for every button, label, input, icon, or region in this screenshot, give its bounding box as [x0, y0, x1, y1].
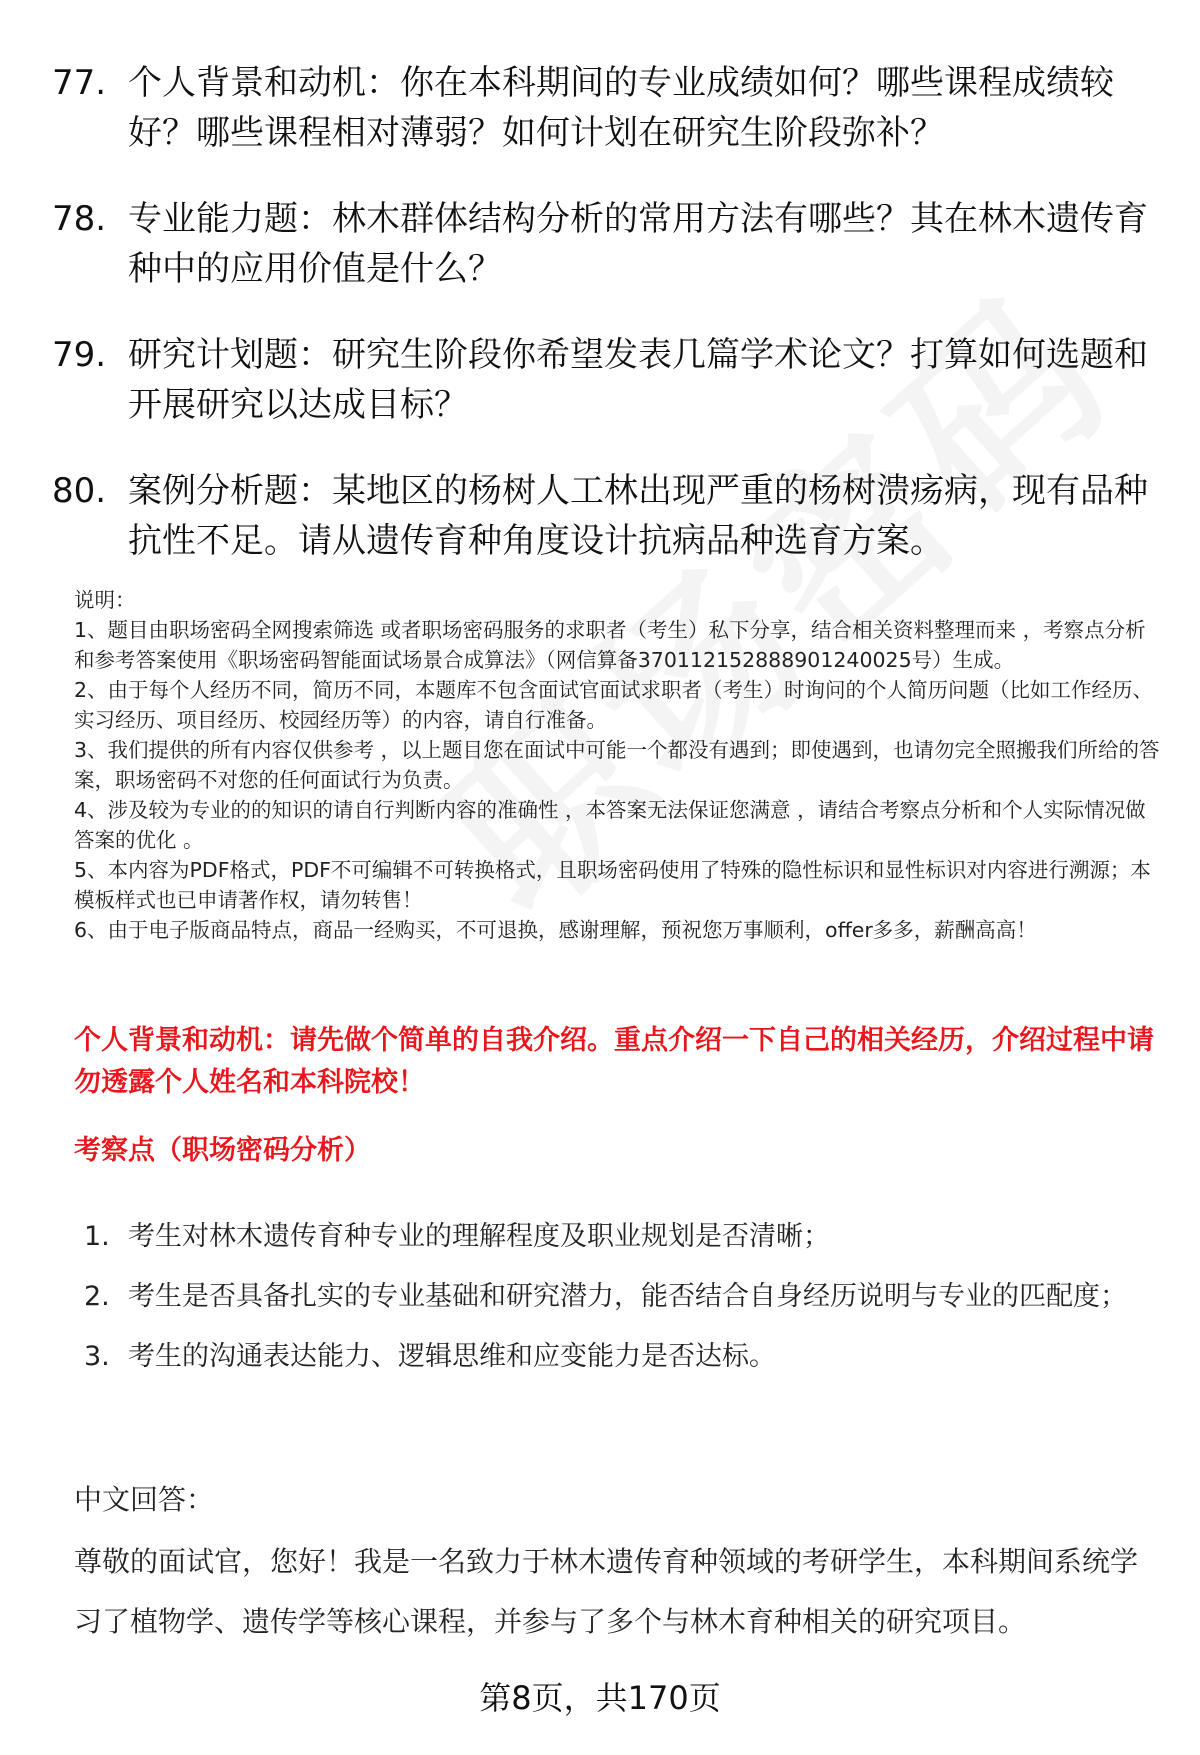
point-number: 1.: [84, 1221, 110, 1252]
assessment-point: [84, 1267, 1154, 1327]
note-item: 2、由于每个人经历不同，简历不同，本题库不包含面试官面试求职者（考生）时询问的个人简历问题（比如工作经历、实习经历、项目经历、校园经历等）的内容，请自行准备。: [74, 678, 1154, 732]
question-number: 80.: [52, 471, 107, 511]
note-item: 6、由于电子版商品特点，商品一经购买，不可退换，感谢理解，预祝您万事顺利，offer多多，薪酬高高！: [74, 918, 1037, 942]
answer-text: 尊敬的面试官，您好！我是一名致力于林木遗传育种领域的考研学生，本科期间系统学习了植物学、遗传学等核心课程，并参与了多个与林木育种相关的研究项目。: [74, 1545, 1139, 1638]
question-list: [52, 58, 1152, 602]
question-text: 案例分析题：某地区的杨树人工林出现严重的杨树溃疡病，现有品种抗性不足。请从遗传育种角度设计抗病品种选育方案。: [128, 471, 1148, 561]
assessment-title: 考察点（职场密码分析）: [74, 1135, 371, 1166]
note-item: 4、涉及较为专业的的知识的请自行判断内容的准确性 ，本答案无法保证您满意 ，请结合考察点分析和个人实际情况做答案的优化 。: [74, 798, 1146, 852]
assessment-point: [84, 1207, 1154, 1267]
assessment-points: [84, 1207, 1154, 1387]
point-number: 3.: [84, 1341, 110, 1372]
note-item: 5、本内容为PDF格式，PDF不可编辑不可转换格式，且职场密码使用了特殊的隐性标识和显性标识对内容进行溯源；本模板样式也已申请著作权，请勿转售！: [74, 858, 1151, 912]
question-number: 77.: [52, 63, 107, 103]
notes-title: 说明：: [74, 588, 136, 612]
question-text: 专业能力题：林木群体结构分析的常用方法有哪些？其在林木遗传育种中的应用价值是什么？: [128, 199, 1148, 289]
question-item: [52, 330, 1152, 430]
question-number: 79.: [52, 335, 107, 375]
answer-label: 中文回答：: [74, 1483, 215, 1516]
note-item: 1、题目由职场密码全网搜索筛选 或者职场密码服务的求职者（考生）私下分享，结合相关资料整理而来 ，考察点分析和参考答案使用《职场密码智能面试场景合成算法》（网信算备370112152888901240025号）生成。: [74, 618, 1146, 672]
notes-section: [74, 585, 1164, 945]
featured-question: 个人背景和动机：请先做个简单的自我介绍。重点介绍一下自己的相关经历，介绍过程中请勿透露个人姓名和本科院校！: [74, 1025, 1154, 1098]
point-text: 考生对林木遗传育种专业的理解程度及职业规划是否清晰；: [128, 1221, 830, 1252]
point-text: 考生是否具备扎实的专业基础和研究潜力，能否结合自身经历说明与专业的匹配度；: [128, 1281, 1127, 1312]
question-text: 个人背景和动机：你在本科期间的专业成绩如何？哪些课程成绩较好？哪些课程相对薄弱？如何计划在研究生阶段弥补？: [128, 63, 1114, 153]
question-item: [52, 194, 1152, 294]
question-item: [52, 58, 1152, 158]
page-footer: 第8页，共170页: [479, 1679, 721, 1717]
assessment-point: [84, 1327, 1154, 1387]
question-text: 研究计划题：研究生阶段你希望发表几篇学术论文？打算如何选题和开展研究以达成目标？: [128, 335, 1148, 425]
question-number: 78.: [52, 199, 107, 239]
question-item: [52, 466, 1152, 566]
point-text: 考生的沟通表达能力、逻辑思维和应变能力是否达标。: [128, 1341, 776, 1372]
point-number: 2.: [84, 1281, 110, 1312]
note-item: 3、我们提供的所有内容仅供参考 ，以上题目您在面试中可能一个都没有遇到；即使遇到，也请勿完全照搬我们所给的答案，职场密码不对您的任何面试行为负责。: [74, 738, 1160, 792]
